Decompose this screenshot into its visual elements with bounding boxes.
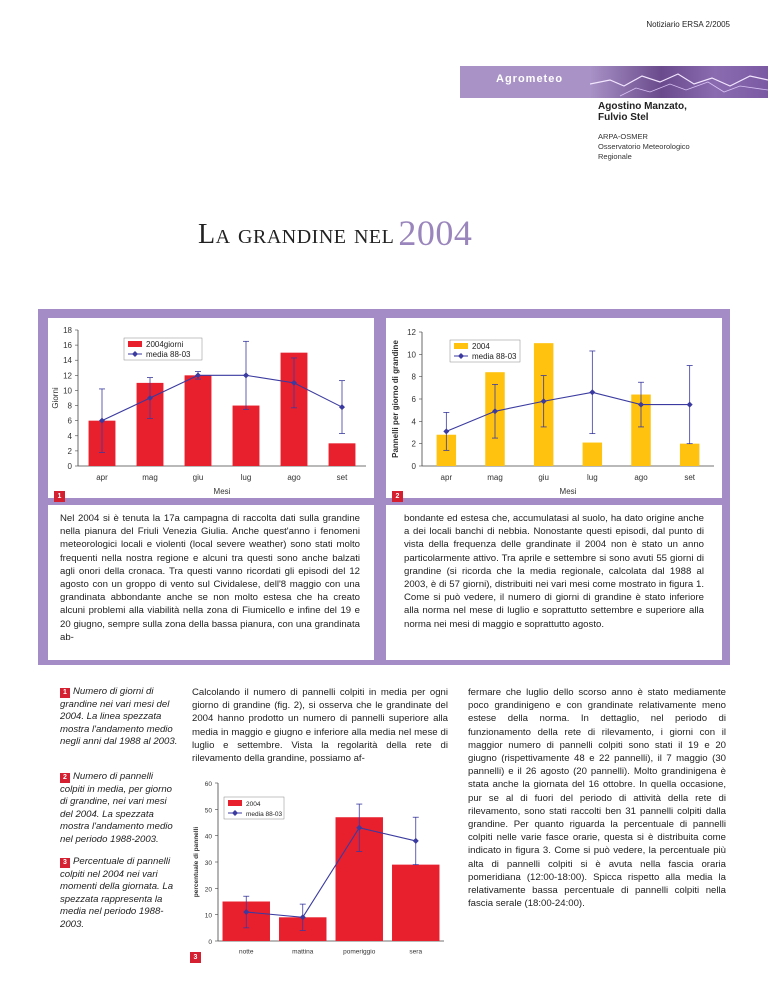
article-title — [198, 212, 472, 254]
x-tick-label: mag — [487, 473, 503, 482]
series-point — [243, 372, 249, 378]
y-tick-label: 10 — [63, 386, 72, 396]
y-tick-label: 10 — [204, 912, 212, 920]
x-tick-label: ago — [287, 473, 301, 482]
y-axis-label: Pannelli per giorno di grandine — [391, 340, 400, 458]
y-tick-label: 0 — [67, 462, 72, 471]
x-tick-label: notte — [239, 948, 254, 956]
x-axis-label: Mesi — [559, 487, 577, 496]
y-tick-label: 60 — [204, 781, 212, 788]
caption-number-1: 1 — [60, 688, 70, 698]
x-tick-label: pomeriggio — [343, 948, 376, 956]
author-names-2: Fulvio Stel — [598, 112, 649, 123]
caption-number-3: 3 — [60, 858, 70, 868]
caption-1-text: Numero di giorni di grandine nei vari mesi del 2004. La linea spezzata mostra l'andamento medio negli anni dal 1988 al 2003. — [60, 686, 178, 747]
caption-2-text: Numero di pannelli colpiti in media, per giorno di grandine, nei vari mesi del 2004. La spezzata mostra l'andamento medio nel periodo 1988-2003. — [60, 771, 173, 845]
y-axis-label: Giorni — [51, 387, 60, 409]
y-tick-label: 12 — [407, 328, 416, 337]
x-tick-label: giu — [538, 473, 550, 482]
series-point — [339, 404, 345, 410]
x-tick-label: apr — [96, 473, 108, 482]
column-3-text: fermare che luglio dello scorso anno è stato mediamente poco grandinigeno e con grandinate relativamente meno estese della norma. In dettaglio, nel periodo di funzionamento della rete di rilevamento, i giorni con il maggior numero di pannelli colpiti sono stati il 19 e 20 giugno (rispettivamente 48 e 22 pannelli), il 7 maggio (30 pannelli) e il 26 agosto (20 pannelli). Molto grandinigena è stata anche la giornata del 16 ottobre. In quella occasione, pur se al di fuori del periodo di attività della rete di rilevamento, sono stati raccolti ben 31 pannelli colpiti dalla grandine. Per quanto riguarda la percentuale di pannelli colpiti nelle varie fasce orarie, questa si è distribuita come indicato in figura 3. Come si può vedere, la percentuale più alta di pannelli colpiti si è avuta nella fascia oraria pomeridiana (12:00-18:00). Spicca rispetto alla media la relativamente bassa percentuale di pannelli colpiti nella fascia serale (18:00-24:00). — [468, 687, 726, 910]
legend-line-label: media 88-03 — [472, 352, 517, 361]
journal-header: Notiziario ERSA 2/2005 — [646, 20, 730, 29]
caption-1 — [60, 686, 178, 749]
figure-number-2: 2 — [392, 491, 403, 502]
x-tick-label: apr — [440, 473, 453, 482]
bar-lug — [233, 406, 260, 466]
series-point — [589, 389, 595, 395]
x-tick-label: set — [684, 473, 696, 482]
lightning-icon — [590, 66, 768, 98]
y-tick-label: 40 — [204, 833, 212, 841]
x-tick-label: sera — [409, 948, 423, 956]
series-point — [687, 402, 693, 408]
y-tick-label: 16 — [63, 341, 72, 351]
chart-3 — [190, 775, 448, 963]
x-tick-label: set — [336, 473, 348, 482]
y-tick-label: 20 — [204, 886, 212, 894]
figure-number-1: 1 — [54, 491, 65, 502]
intro-right: bondante ed estesa che, accumulatasi al suolo, ha dato origine anche a dei locali banchi di nebbia. Nonostante questi episodi, dal punto di vista della frequenza delle grandinate il 2004 non è stato un anno particolarmente attivo. Tra aprile e settembre si sono avuti 55 giorni di grandine (si ricorda che la media regionale, calcolata dal 1988 al 2003, è di 57 giorni), distribuiti nei vari mesi come mostrato in figura 1. Come si può vedere, il numero di giorni di grandine è stato inferiore alla norma nel mese di luglio e soprattutto settembre e superiore alla norma nei mesi di maggio e soprattutto agosto. — [404, 513, 704, 630]
column-2-text: Calcolando il numero di pannelli colpiti in media per ogni giorno di grandine (fig. 2), si osserva che le grandinate del 2004 hanno prodotto un numero di pannelli superiore alla media in maggio e giugno e inferiore alla media nel mese di luglio e settembre. Vista la regolarità della rete di rilevamento della grandine, possiamo af- — [192, 687, 448, 765]
y-tick-label: 12 — [63, 371, 72, 381]
y-tick-label: 0 — [208, 939, 212, 946]
affiliation — [598, 132, 690, 162]
y-tick-label: 18 — [63, 326, 72, 335]
y-tick-label: 50 — [204, 807, 212, 815]
caption-number-2: 2 — [60, 773, 70, 783]
y-tick-label: 8 — [411, 372, 416, 382]
legend-bar-label: 2004giorni — [146, 340, 184, 349]
caption-3-text: Percentuale di pannelli colpiti nel 2004 nei vari momenti della giornata. La spezzata rappresenta la media nel periodo 1988-2003. — [60, 856, 174, 930]
x-tick-label: ago — [634, 473, 648, 482]
y-tick-label: 2 — [67, 446, 72, 456]
legend-bar-label: 2004 — [246, 801, 261, 808]
series-line — [446, 392, 689, 431]
y-tick-label: 6 — [67, 416, 72, 426]
x-tick-label: mag — [142, 473, 158, 482]
title-year: 2004 — [398, 213, 473, 253]
y-tick-label: 30 — [204, 860, 212, 867]
legend-swatch-bar — [228, 800, 242, 806]
y-tick-label: 6 — [411, 395, 416, 404]
legend-bar-label: 2004 — [472, 342, 490, 351]
y-tick-label: 0 — [411, 462, 416, 471]
section-label: Agrometeo — [496, 73, 564, 85]
intro-left: Nel 2004 si è tenuta la 17a campagna di raccolta dati sulla grandine nella pianura del Friuli Venezia Giulia. Anche quest'anno i fenomeni meteorologici locali e violenti (local severe weather) sono stati molto frequenti nella nostra regione e alcuni tra questi sono anche balzati agli onori della cronaca. Tra questi vanno ricordati gli episodi del 12 agosto con un groppo di vento sul Cividalese, dell'8 maggio con una grandinata abbondante anche se non molto estesa che ha creato alcuni problemi alla viabilità nella zona di Fiumicello e infine del 19 e 20 giugno, sempre sulla zona della bassa pianura, con una grandinata ab- — [60, 513, 360, 643]
x-tick-label: lug — [586, 473, 598, 482]
series-line — [246, 828, 416, 918]
bar-giu — [185, 375, 212, 466]
y-tick-label: 14 — [63, 356, 72, 366]
x-tick-label: lug — [240, 473, 252, 482]
lightning-banner-image — [590, 66, 768, 98]
legend-line-label: media 88-03 — [246, 811, 283, 818]
x-tick-label: mattina — [292, 948, 314, 956]
legend-swatch-bar — [454, 343, 468, 349]
x-tick-label: giu — [192, 473, 204, 482]
bar-set — [329, 443, 356, 466]
title-text: La grandine nel — [198, 219, 395, 250]
chart-1 — [48, 318, 374, 498]
chart-2 — [386, 318, 722, 498]
author-names-1: Agostino Manzato, — [598, 101, 687, 112]
legend-line-label: media 88-03 — [146, 350, 191, 359]
authors — [598, 101, 687, 123]
affil-3: Regionale — [598, 152, 632, 161]
caption-2 — [60, 771, 178, 846]
y-axis-label: percentuale di pannelli — [193, 826, 200, 898]
bar-set — [680, 444, 699, 466]
affil-1: ARPA-OSMER — [598, 132, 648, 141]
x-axis-label: Mesi — [213, 487, 231, 496]
bar-sera — [392, 865, 439, 941]
series-point — [443, 428, 449, 434]
y-tick-label: 4 — [411, 417, 416, 427]
y-tick-label: 10 — [407, 350, 416, 360]
y-tick-label: 4 — [67, 431, 72, 441]
caption-3 — [60, 856, 178, 931]
y-tick-label: 8 — [67, 401, 72, 411]
legend-swatch-bar — [128, 341, 142, 347]
y-tick-label: 2 — [411, 439, 416, 449]
bar-lug — [583, 443, 602, 466]
affil-2: Osservatorio Meteorologico — [598, 142, 690, 151]
figure-number-3: 3 — [190, 952, 201, 963]
series-point — [413, 838, 419, 844]
